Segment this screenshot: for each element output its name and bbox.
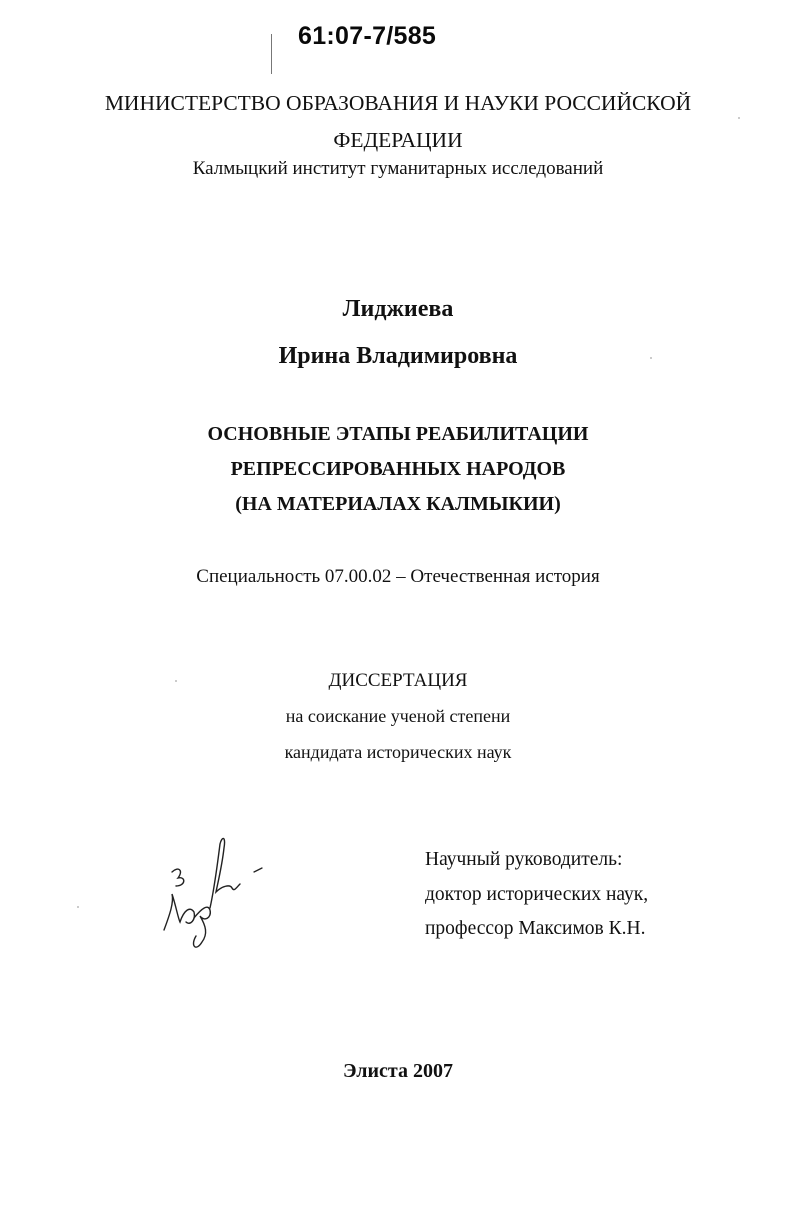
ministry-heading	[0, 85, 796, 159]
dissertation-degree-line-1: на соискание ученой степени	[285, 706, 511, 726]
scan-speck	[650, 357, 652, 359]
scan-speck	[738, 117, 740, 119]
dissertation-degree-line-2: кандидата исторических наук	[284, 742, 512, 762]
advisor-name: профессор Максимов К.Н.	[425, 918, 646, 939]
thesis-title-line-3: (НА МАТЕРИАЛАХ КАЛМЫКИИ)	[235, 493, 561, 515]
thesis-title-line-1: ОСНОВНЫЕ ЭТАПЫ РЕАБИЛИТАЦИИ	[207, 423, 589, 445]
author-name: Ирина Владимировна	[278, 343, 518, 369]
advisor-label: Научный руководитель:	[425, 849, 623, 870]
archive-code: 61:07-7/585	[298, 22, 437, 50]
dissertation-heading: ДИССЕРТАЦИЯ	[328, 670, 468, 691]
thesis-title-line-2: РЕПРЕССИРОВАННЫХ НАРОДОВ	[230, 458, 566, 480]
handwritten-signature	[150, 830, 280, 960]
scan-speck	[77, 906, 79, 908]
ministry-line-2: ФЕДЕРАЦИИ	[333, 128, 463, 152]
city-year: Элиста 2007	[343, 1060, 453, 1082]
advisor-degree: доктор исторических наук,	[425, 884, 649, 905]
scan-speck	[175, 680, 177, 682]
speciality: Специальность 07.00.02 – Отечественная история	[196, 566, 600, 587]
ministry-line-1: МИНИСТЕРСТВО ОБРАЗОВАНИЯ И НАУКИ РОССИЙСКОЙ	[104, 91, 692, 115]
margin-mark	[271, 34, 272, 74]
author-surname: Лиджиева	[342, 296, 454, 322]
institute-name: Калмыцкий институт гуманитарных исследований	[192, 158, 604, 179]
